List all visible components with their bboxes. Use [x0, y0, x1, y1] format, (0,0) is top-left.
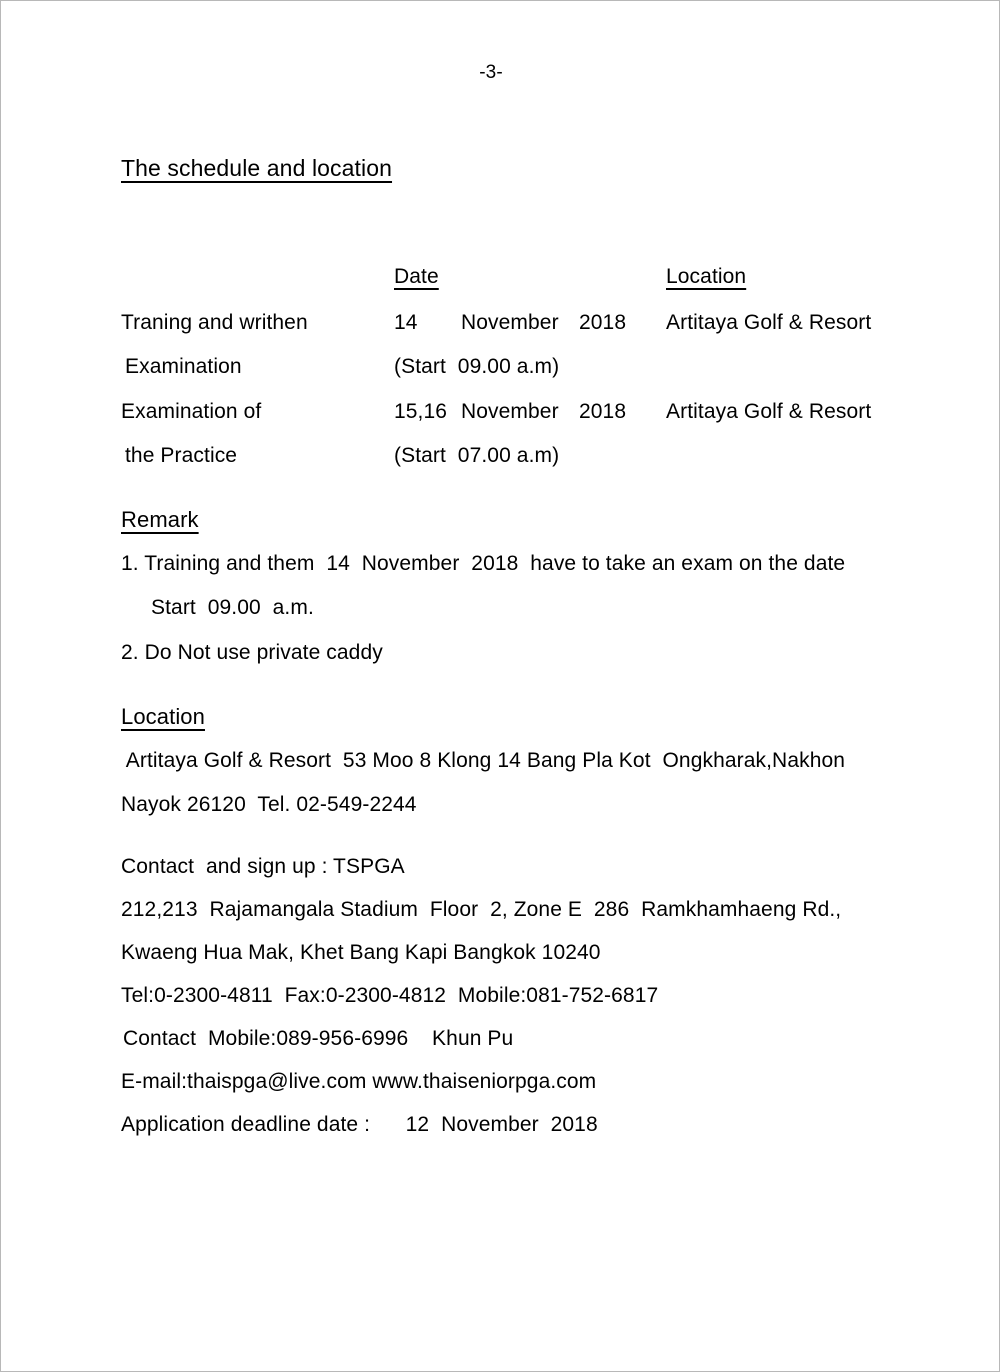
- row-location: Artitaya Golf & Resort: [666, 311, 872, 334]
- location-heading: Location: [121, 704, 205, 729]
- contact-line-phones: Tel:0-2300-4811 Fax:0-2300-4812 Mobile:081-752-6817: [121, 984, 659, 1007]
- row-activity-line2: the Practice: [125, 444, 238, 467]
- row-date-year: 2018: [579, 311, 627, 334]
- contact-line-signup: Contact and sign up : TSPGA: [121, 855, 405, 878]
- row-date-month: November: [461, 400, 559, 423]
- row-date-year: 2018: [579, 400, 627, 423]
- remark-item-2-line1: 2. Do Not use private caddy: [121, 641, 383, 664]
- contact-line-address1: 212,213 Rajamangala Stadium Floor 2, Zone E 286 Ramkhamhaeng Rd.,: [121, 898, 842, 921]
- contact-line-address2: Kwaeng Hua Mak, Khet Bang Kapi Bangkok 10240: [121, 941, 601, 964]
- row-date-month: November: [461, 311, 559, 334]
- row-date-note: (Start 09.00 a.m): [394, 355, 560, 378]
- contact-line-mobile: Contact Mobile:089-956-6996 Khun Pu: [123, 1027, 514, 1050]
- page-title: The schedule and location: [121, 155, 393, 181]
- row-activity-line1: Traning and writhen: [121, 311, 308, 334]
- contact-line-email: E-mail:thaispga@live.com www.thaiseniorpga.com: [121, 1070, 597, 1093]
- row-date-day: 14: [394, 311, 418, 334]
- row-activity-line2: Examination: [125, 355, 242, 378]
- contact-line-deadline: Application deadline date : 12 November 2018: [121, 1113, 598, 1136]
- remark-item-1-line2: Start 09.00 a.m.: [151, 596, 314, 619]
- column-header-date: Date: [394, 265, 439, 288]
- remark-heading: Remark: [121, 507, 199, 532]
- page-number: -3-: [479, 62, 503, 83]
- row-activity-line1: Examination of: [121, 400, 262, 423]
- location-address-line2: Nayok 26120 Tel. 02-549-2244: [121, 793, 417, 816]
- location-address-line1: Artitaya Golf & Resort 53 Moo 8 Klong 14 Bang Pla Kot Ongkharak,Nakhon: [121, 749, 846, 772]
- column-header-location: Location: [666, 265, 747, 288]
- row-location: Artitaya Golf & Resort: [666, 400, 872, 423]
- row-date-day: 15,16: [394, 400, 448, 423]
- row-date-note: (Start 07.00 a.m): [394, 444, 560, 467]
- remark-item-1-line1: 1. Training and them 14 November 2018 have to take an exam on the date: [121, 552, 846, 575]
